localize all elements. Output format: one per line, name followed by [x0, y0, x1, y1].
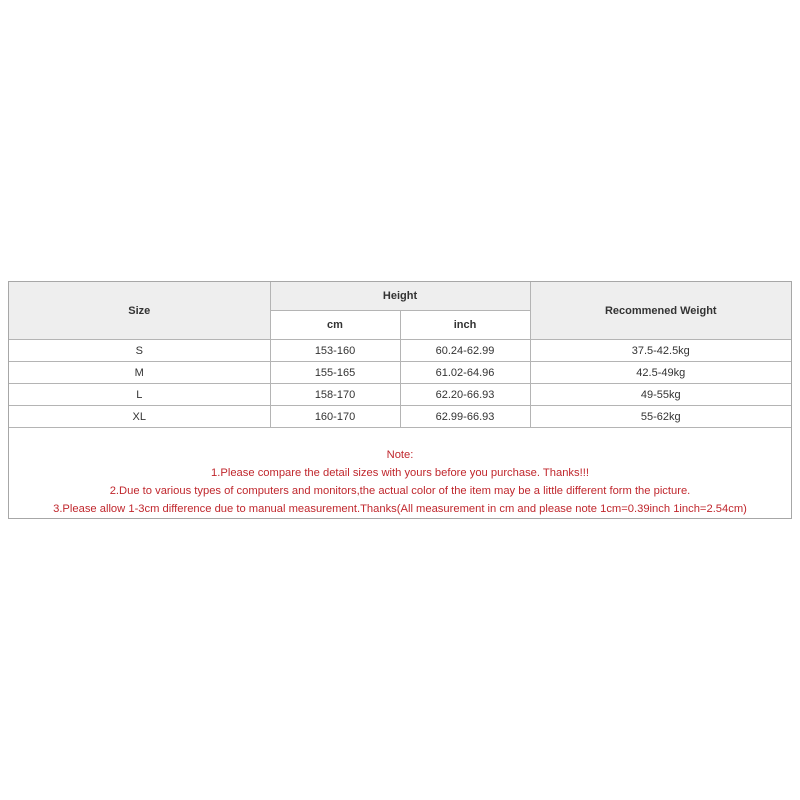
weight-cell: 37.5-42.5kg	[530, 340, 791, 362]
table-row	[9, 384, 791, 406]
notes-section	[9, 446, 791, 518]
inch-cell: 62.20-66.93	[400, 384, 530, 406]
notes-title: Note:	[386, 449, 414, 461]
size-header: Size	[9, 282, 270, 340]
cm-cell: 160-170	[270, 406, 400, 428]
size-cell: S	[9, 340, 270, 362]
note-line-3: 3.Please allow 1-3cm difference due to manual measurement.Thanks(All measurement in cm and please note 1cm=0.39inch 1inch=2.54cm)	[53, 503, 747, 515]
cm-cell: 153-160	[270, 340, 400, 362]
inch-cell: 61.02-64.96	[400, 362, 530, 384]
note-line-2: 2.Due to various types of computers and monitors,the actual color of the item may be a little different form the picture.	[109, 485, 691, 497]
weight-cell: 55-62kg	[530, 406, 791, 428]
inch-cell: 62.99-66.93	[400, 406, 530, 428]
table-row	[9, 406, 791, 428]
size-cell: XL	[9, 406, 270, 428]
height-header: Height	[270, 282, 530, 311]
cm-cell: 158-170	[270, 384, 400, 406]
note-line-1: 1.Please compare the detail sizes with yours before you purchase. Thanks!!!	[211, 467, 589, 479]
table-header-row	[9, 282, 791, 311]
inch-cell: 60.24-62.99	[400, 340, 530, 362]
size-chart	[8, 281, 792, 519]
size-cell: M	[9, 362, 270, 384]
cm-cell: 155-165	[270, 362, 400, 384]
size-table	[9, 282, 791, 428]
inch-header: inch	[400, 311, 530, 340]
table-row	[9, 340, 791, 362]
weight-cell: 49-55kg	[530, 384, 791, 406]
table-row	[9, 362, 791, 384]
weight-cell: 42.5-49kg	[530, 362, 791, 384]
weight-header: Recommened Weight	[530, 282, 791, 340]
cm-header: cm	[270, 311, 400, 340]
size-cell: L	[9, 384, 270, 406]
